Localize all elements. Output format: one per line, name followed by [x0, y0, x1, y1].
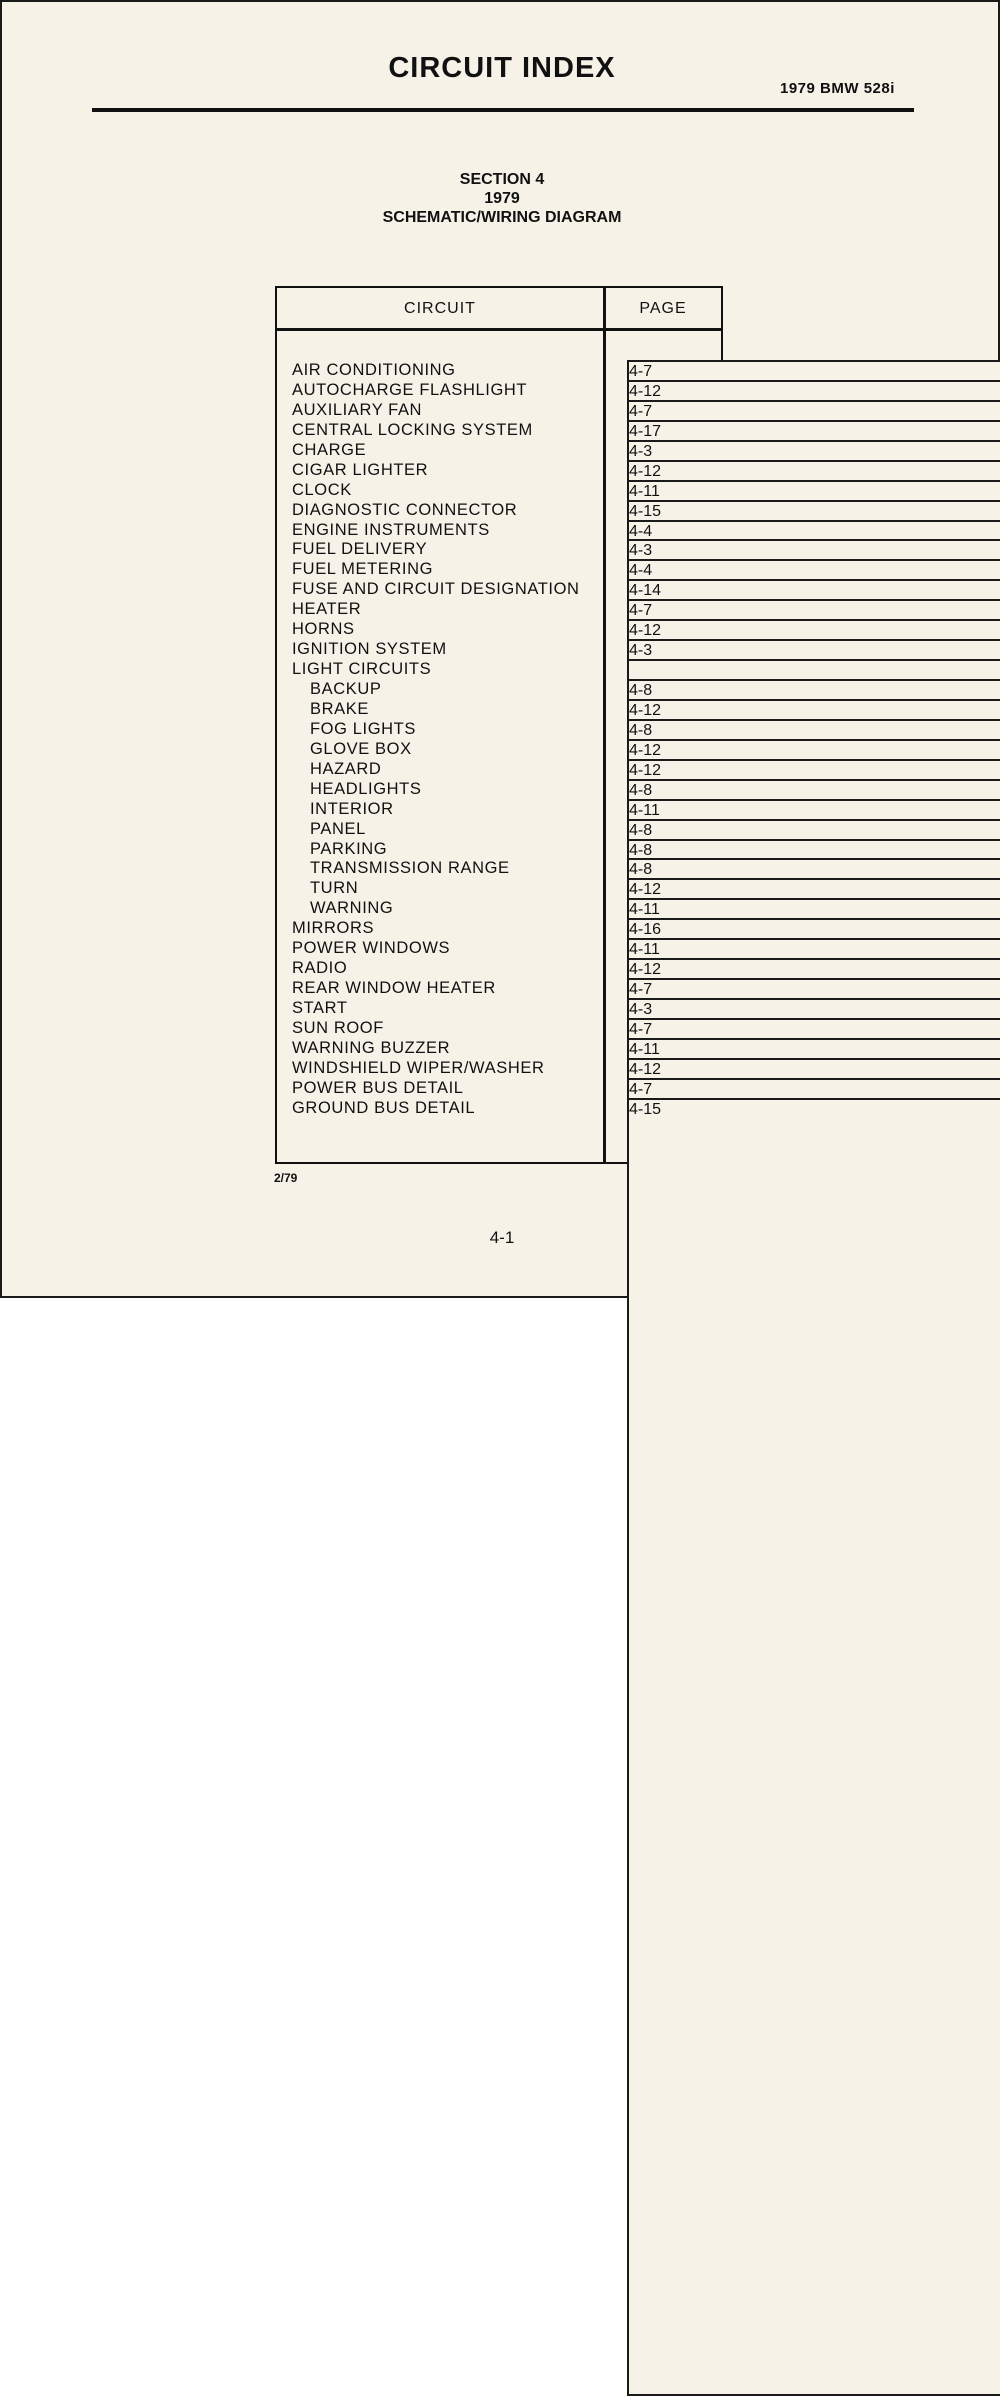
circuit-page: 4-4 — [627, 559, 1000, 1857]
circuit-page: 4-7 — [627, 360, 1000, 1658]
table-row — [277, 500, 721, 520]
circuit-name: CLOCK — [292, 480, 352, 499]
table-row — [277, 1038, 721, 1058]
section-year: 1979 — [484, 190, 520, 207]
table-row — [277, 520, 721, 540]
circuit-name: SUN ROOF — [292, 1018, 384, 1037]
circuit-name: REAR WINDOW HEATER — [292, 979, 496, 998]
circuit-page: 4-7 — [627, 978, 1000, 2276]
circuit-name: BACKUP — [310, 680, 382, 698]
circuit-name: WINDSHIELD WIPER/WASHER — [292, 1058, 545, 1077]
circuit-name: FUEL DELIVERY — [292, 540, 428, 559]
circuit-name: FUEL METERING — [292, 560, 434, 579]
circuit-page: 4-17 — [627, 420, 1000, 1718]
circuit-page: 4-11 — [627, 898, 1000, 2196]
circuit-page: 4-8 — [627, 779, 1000, 2077]
table-row — [277, 380, 721, 400]
table-row — [277, 539, 721, 559]
circuit-page: 4-3 — [627, 539, 1000, 1837]
table-row — [277, 480, 721, 500]
circuit-page: 4-11 — [627, 938, 1000, 2236]
circuit-name: HEADLIGHTS — [310, 779, 422, 798]
circuit-name: PANEL — [310, 819, 366, 838]
circuit-page: 4-7 — [627, 400, 1000, 1698]
page-number: 4-1 — [489, 1228, 515, 1247]
table-row — [277, 839, 721, 859]
circuit-page: 4-12 — [627, 739, 1000, 2037]
table-row — [277, 420, 721, 440]
circuit-name: HAZARD — [310, 759, 382, 778]
circuit-page: 4-12 — [627, 1058, 1000, 2356]
circuit-page: 4-11 — [627, 1038, 1000, 2336]
circuit-page: 4-7 — [627, 1018, 1000, 2316]
circuit-name: PARKING — [310, 839, 388, 858]
table-row — [277, 739, 721, 759]
circuit-page: 4-8 — [627, 839, 1000, 2137]
table-row — [277, 659, 721, 679]
table-row — [277, 1078, 721, 1098]
circuit-name: START — [292, 999, 348, 1017]
circuit-name: BRAKE — [310, 699, 369, 718]
circuit-name: DIAGNOSTIC CONNECTOR — [292, 500, 518, 519]
page-column-header: PAGE — [639, 300, 687, 317]
circuit-page: 4-8 — [627, 819, 1000, 2117]
circuit-name: POWER BUS DETAIL — [292, 1078, 464, 1097]
page-title: CIRCUIT INDEX — [388, 52, 616, 84]
table-row — [277, 619, 721, 639]
table-row — [277, 679, 721, 699]
circuit-name: RADIO — [292, 959, 348, 978]
circuit-column-header: CIRCUIT — [404, 300, 476, 317]
table-row — [277, 1018, 721, 1038]
circuit-name: AUXILIARY FAN — [292, 400, 423, 419]
table-row — [277, 759, 721, 779]
section-number: SECTION 4 — [459, 171, 545, 188]
circuit-page: 4-12 — [627, 380, 1000, 1678]
table-row — [277, 460, 721, 480]
circuit-page: 4-4 — [627, 520, 1000, 1818]
circuit-name: GLOVE BOX — [310, 739, 412, 758]
table-row — [277, 639, 721, 659]
header-rule — [92, 108, 914, 112]
circuit-name: ENGINE INSTRUMENTS — [292, 520, 490, 539]
circuit-page: 4-12 — [627, 460, 1000, 1758]
circuit-rows — [277, 360, 721, 1118]
circuit-page: 4-11 — [627, 480, 1000, 1778]
circuit-name: IGNITION SYSTEM — [292, 640, 447, 659]
table-row — [277, 958, 721, 978]
table-row — [277, 599, 721, 619]
circuit-page: 4-11 — [627, 799, 1000, 2097]
table-row — [277, 719, 721, 739]
table-row — [277, 858, 721, 878]
circuit-name: FOG LIGHTS — [310, 719, 416, 738]
circuit-name: AIR CONDITIONING — [292, 361, 456, 379]
table-row — [277, 559, 721, 579]
circuit-page: 4-16 — [627, 918, 1000, 2216]
table-row — [277, 1098, 721, 1118]
circuit-name: TRANSMISSION RANGE — [310, 859, 510, 878]
table-row — [277, 918, 721, 938]
table-row — [277, 998, 721, 1018]
table-row — [277, 978, 721, 998]
circuit-page: 4-3 — [627, 440, 1000, 1738]
table-row — [277, 898, 721, 918]
circuit-name: TURN — [310, 879, 359, 898]
circuit-page: 4-14 — [627, 579, 1000, 1877]
circuit-page: 4-12 — [627, 619, 1000, 1917]
circuit-index-table — [275, 286, 723, 1164]
circuit-name: CHARGE — [292, 440, 367, 459]
table-row — [277, 878, 721, 898]
circuit-page: 4-8 — [627, 719, 1000, 2017]
table-row — [277, 400, 721, 420]
table-row — [277, 699, 721, 719]
circuit-name: AUTOCHARGE FLASHLIGHT — [292, 380, 528, 399]
circuit-page: 4-12 — [627, 878, 1000, 2176]
circuit-page: 4-15 — [627, 1098, 1000, 2396]
circuit-name: GROUND BUS DETAIL — [292, 1098, 476, 1117]
table-row — [277, 819, 721, 839]
vehicle-model-label: 1979 BMW 528i — [780, 80, 895, 97]
circuit-page: 4-3 — [627, 639, 1000, 1937]
table-row — [277, 1058, 721, 1078]
circuit-name: WARNING — [310, 899, 394, 918]
table-row — [277, 440, 721, 460]
circuit-name: HEATER — [292, 600, 362, 619]
table-row — [277, 579, 721, 599]
circuit-page: 4-15 — [627, 500, 1000, 1798]
table-row — [277, 938, 721, 958]
circuit-page: 4-7 — [627, 1078, 1000, 2376]
circuit-name: CIGAR LIGHTER — [292, 460, 429, 479]
circuit-name: HORNS — [292, 620, 355, 639]
header-row-rule — [277, 328, 721, 331]
circuit-page: 4-7 — [627, 599, 1000, 1897]
circuit-name: WARNING BUZZER — [292, 1038, 451, 1057]
circuit-page: 4-8 — [627, 679, 1000, 1977]
date-code: 2/79 — [274, 1171, 298, 1185]
circuit-page: 4-12 — [627, 759, 1000, 2057]
table-row — [277, 799, 721, 819]
circuit-name: CENTRAL LOCKING SYSTEM — [292, 420, 533, 439]
circuit-name: POWER WINDOWS — [292, 939, 451, 958]
circuit-page: 4-12 — [627, 699, 1000, 1997]
circuit-page: 4-12 — [627, 958, 1000, 2256]
section-subtitle: SCHEMATIC/WIRING DIAGRAM — [382, 209, 622, 226]
circuit-name: LIGHT CIRCUITS — [292, 660, 432, 679]
circuit-page: 4-3 — [627, 998, 1000, 2296]
table-row — [277, 360, 721, 380]
circuit-name: INTERIOR — [310, 799, 394, 818]
circuit-name: FUSE AND CIRCUIT DESIGNATION — [292, 580, 580, 599]
circuit-name: MIRRORS — [292, 919, 375, 938]
circuit-page: 4-8 — [627, 858, 1000, 2156]
table-row — [277, 779, 721, 799]
